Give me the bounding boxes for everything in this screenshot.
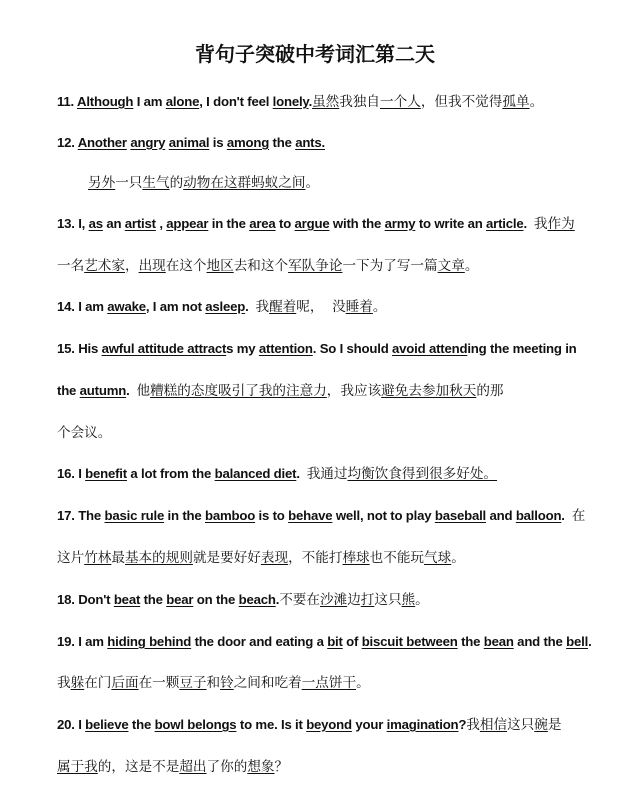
vocabulary-underlined-text: benefit (85, 466, 127, 481)
sentence-text: 。 (356, 675, 370, 691)
vocabulary-underlined-text: Another (77, 135, 127, 150)
sentence-16-line-1 (57, 464, 497, 484)
sentence-text: I am (133, 94, 166, 109)
vocabulary-underlined-text: angry (130, 135, 166, 150)
vocabulary-underlined-text: 出现 (138, 258, 166, 274)
sentence-number: 12. (57, 135, 75, 150)
vocabulary-underlined-text: bean (483, 634, 514, 649)
vocabulary-underlined-text: appear (166, 216, 209, 231)
sentence-text: 在门 (84, 675, 112, 691)
vocabulary-underlined-text: 生气 (142, 175, 170, 191)
sentence-text: ，不能打 (288, 550, 343, 566)
vocabulary-underlined-text: 一个人 (380, 94, 421, 110)
sentence-number: 19. (57, 634, 75, 649)
sentence-text: 我通过 (306, 466, 348, 482)
vocabulary-underlined-text: 棒球 (342, 550, 370, 566)
vocabulary-underlined-text: imagination (386, 717, 459, 732)
sentence-text: I (74, 466, 86, 481)
vocabulary-underlined-text: 军队争论 (288, 258, 343, 274)
sentence-text: and the (513, 634, 567, 649)
vocabulary-underlined-text: 打 (360, 592, 375, 608)
sentence-text: s my (226, 341, 259, 356)
vocabulary-underlined-text: 相信 (479, 717, 508, 733)
sentence-text: and (486, 508, 516, 523)
vocabulary-underlined-text: 熊 (401, 592, 416, 608)
vocabulary-underlined-text: animal (168, 135, 210, 150)
vocabulary-underlined-text: 睡着 (345, 299, 373, 315)
vocabulary-underlined-text: awake (107, 299, 146, 314)
sentence-text: 了你的 (206, 759, 248, 775)
sentence-20-line-2 (57, 757, 288, 777)
vocabulary-underlined-text: 属于我 (57, 759, 98, 775)
sentence-text: 边 (347, 592, 361, 608)
sentence-12-line-2 (88, 173, 319, 193)
sentence-13-line-1 (57, 214, 575, 234)
sentence-text: I am (74, 634, 108, 649)
sentence-text: 在 (571, 508, 586, 524)
sentence-number: 20. (57, 717, 75, 732)
vocabulary-underlined-text: army (384, 216, 416, 231)
sentence-text: the (457, 634, 484, 649)
sentence-15-line-2 (57, 381, 504, 401)
sentence-text: the (269, 135, 296, 150)
vocabulary-underlined-text: 艺术家 (84, 258, 125, 274)
sentence-text: ，但我不觉得 (420, 94, 503, 110)
sentence-text: 我 (533, 216, 548, 232)
vocabulary-underlined-text: basic rule (104, 508, 165, 523)
sentence-text: I (74, 717, 86, 732)
vocabulary-underlined-text: beat (113, 592, 141, 607)
sentence-text: to write an (415, 216, 487, 231)
sentence-text: of (342, 634, 362, 649)
sentence-text: the door and eating a (191, 634, 328, 649)
sentence-text: is (209, 135, 227, 150)
sentence-17-line-1 (57, 506, 585, 526)
sentence-text: 他 (136, 383, 151, 399)
sentence-text: . (588, 634, 592, 649)
sentence-text: . (126, 383, 137, 398)
sentence-13-line-2 (57, 256, 478, 276)
sentence-17-line-2 (57, 548, 465, 568)
sentence-text: His (74, 341, 102, 356)
vocabulary-underlined-text: 碗 (534, 717, 548, 733)
sentence-text: 一名 (57, 258, 85, 274)
sentence-text: . (245, 299, 256, 314)
sentence-text: 这只 (374, 592, 402, 608)
sentence-text: to (275, 216, 295, 231)
sentence-text: 。 (305, 175, 320, 191)
sentence-text: , I am not (145, 299, 206, 314)
sentence-text: 一只 (115, 175, 143, 191)
sentence-text: 我 (57, 675, 71, 691)
sentence-text: to me. Is it (236, 717, 307, 732)
vocabulary-underlined-text: 文章 (437, 258, 465, 274)
sentence-text: 这只 (507, 717, 535, 733)
vocabulary-underlined-text: bear (166, 592, 194, 607)
sentence-text: 和 (206, 675, 221, 691)
vocabulary-underlined-text: bell (566, 634, 589, 649)
sentence-text: the (140, 592, 167, 607)
vocabulary-underlined-text: 沙滩 (320, 592, 348, 608)
sentence-text: well, not to play (332, 508, 435, 523)
vocabulary-underlined-text: biscuit between (361, 634, 458, 649)
vocabulary-underlined-text: 想象 (247, 759, 275, 775)
sentence-text: 我 (255, 299, 270, 315)
sentence-text: 这片 (57, 550, 85, 566)
sentence-text: 我 (466, 717, 480, 733)
sentence-text: ? (458, 717, 467, 732)
sentence-text: , I don't feel (199, 94, 273, 109)
vocabulary-underlined-text: 表现 (260, 550, 289, 566)
sentence-text: The (74, 508, 105, 523)
vocabulary-underlined-text: among (226, 135, 270, 150)
sentence-text: 我独自 (339, 94, 381, 110)
sentence-text: 不要在 (279, 592, 320, 608)
vocabulary-underlined-text: article (486, 216, 524, 231)
vocabulary-underlined-text: 作为 (547, 216, 575, 232)
page-title: 背句子突破中考词汇第二天 (195, 42, 435, 66)
vocabulary-underlined-text: behave (288, 508, 333, 523)
sentence-11-line-1 (57, 92, 543, 112)
sentence-text: 。 (464, 258, 479, 274)
sentence-text: . (561, 508, 572, 523)
sentence-text: an (102, 216, 125, 231)
sentence-text: ing the meeting in (467, 341, 577, 356)
sentence-text: in the (164, 508, 205, 523)
vocabulary-underlined-text: argue (294, 216, 330, 231)
vocabulary-underlined-text: 虽然 (312, 94, 340, 110)
vocabulary-underlined-text: 超出 (179, 759, 207, 775)
vocabulary-underlined-text: 后面 (111, 675, 139, 691)
sentence-text: ？ (274, 759, 289, 775)
vocabulary-underlined-text: 孤单 (502, 94, 530, 110)
sentence-number: 16. (57, 466, 75, 481)
sentence-text: 去和这个 (233, 258, 289, 274)
vocabulary-underlined-text: 地区 (206, 258, 234, 274)
vocabulary-underlined-text: Although (77, 94, 134, 109)
sentence-text: . (296, 466, 307, 481)
sentence-text: I, (74, 216, 89, 231)
vocabulary-underlined-text: bamboo (205, 508, 256, 523)
sentence-text: 。 (372, 299, 387, 315)
sentence-20-line-1 (57, 715, 561, 735)
sentence-text: in the (208, 216, 250, 231)
sentence-text: your (351, 717, 387, 732)
sentence-text: 最 (111, 550, 125, 566)
sentence-text: with the (329, 216, 385, 231)
sentence-number: 15. (57, 341, 75, 356)
sentence-text: 呢， 没 (296, 299, 346, 315)
sentence-19-line-2 (57, 673, 370, 693)
vocabulary-underlined-text: 铃 (220, 675, 234, 691)
sentence-18-line-1 (57, 590, 429, 610)
sentence-text: 的那 (476, 383, 504, 399)
sentence-text: 个会议。 (57, 425, 112, 441)
sentence-19-line-1 (57, 632, 592, 652)
sentence-text: a lot from the (126, 466, 215, 481)
vocabulary-underlined-text: 动物在这群蚂蚁之间 (183, 175, 306, 191)
vocabulary-underlined-text: as (88, 216, 103, 231)
sentence-text: 在一颗 (138, 675, 180, 691)
vocabulary-underlined-text: asleep (205, 299, 246, 314)
vocabulary-underlined-text: ants. (295, 135, 325, 150)
vocabulary-underlined-text: artist (124, 216, 156, 231)
sentence-text: 的 (169, 175, 184, 191)
vocabulary-underlined-text: alone (165, 94, 200, 109)
sentence-text: 。 (415, 592, 429, 608)
sentence-number: 13. (57, 216, 75, 231)
vocabulary-underlined-text: 避免去参加秋天 (381, 383, 477, 399)
sentence-15-line-3 (57, 423, 111, 443)
vocabulary-underlined-text: 糟糕的态度吸引了我的注意力 (150, 383, 327, 399)
vocabulary-underlined-text: balloon (515, 508, 562, 523)
vocabulary-underlined-text: lonely (272, 94, 309, 109)
vocabulary-underlined-text: autumn (79, 383, 127, 398)
sentence-text: 的，这是不是 (97, 759, 180, 775)
sentence-text: ， (124, 258, 139, 274)
sentence-number: 14. (57, 299, 75, 314)
sentence-text: on the (193, 592, 239, 607)
sentence-text: 就是要好好 (192, 550, 261, 566)
vocabulary-underlined-text: 醒着 (269, 299, 297, 315)
sentence-text: 一下为了写一篇 (342, 258, 438, 274)
sentence-text: 是 (547, 717, 562, 733)
sentence-text: 在这个 (165, 258, 207, 274)
vocabulary-underlined-text: beyond (306, 717, 352, 732)
vocabulary-underlined-text: baseball (434, 508, 487, 523)
vocabulary-underlined-text: area (249, 216, 276, 231)
vocabulary-underlined-text: 气球 (424, 550, 452, 566)
sentence-text: . (308, 94, 313, 109)
vocabulary-underlined-text: balanced diet (214, 466, 297, 481)
sentence-text: 也不能玩 (369, 550, 425, 566)
sentence-12-line-1 (57, 133, 325, 153)
sentence-text: . So I should (312, 341, 393, 356)
sentence-text: . (275, 592, 280, 607)
sentence-number: 11. (57, 94, 75, 109)
vocabulary-underlined-text: attention (258, 341, 313, 356)
sentence-text: I am (74, 299, 108, 314)
vocabulary-underlined-text: beach (238, 592, 276, 607)
sentence-text: 。 (529, 94, 544, 110)
vocabulary-underlined-text: 基本的规则 (124, 550, 193, 566)
vocabulary-underlined-text: bit (327, 634, 343, 649)
sentence-text: is to (255, 508, 289, 523)
sentence-number: 18. (57, 592, 75, 607)
vocabulary-underlined-text: 豆子 (179, 675, 207, 691)
vocabulary-underlined-text: believe (85, 717, 129, 732)
vocabulary-underlined-text: bowl belongs (154, 717, 237, 732)
sentence-text: the (57, 383, 80, 398)
vocabulary-underlined-text: 另外 (88, 175, 116, 191)
vocabulary-underlined-text: 竹林 (84, 550, 112, 566)
vocabulary-underlined-text: avoid attend (392, 341, 468, 356)
vocabulary-underlined-text: 一点饼干 (301, 675, 357, 691)
sentence-14-line-1 (57, 297, 387, 317)
sentence-text: . (523, 216, 534, 231)
vocabulary-underlined-text: 躲 (70, 675, 85, 691)
sentence-text: ，我应该 (326, 383, 382, 399)
sentence-text: 之间和吃着 (233, 675, 302, 691)
sentence-text: the (128, 717, 155, 732)
vocabulary-underlined-text: awful attitude attract (101, 341, 227, 356)
sentence-text: Don't (74, 592, 114, 607)
sentence-text: 。 (451, 550, 465, 566)
vocabulary-underlined-text: hiding behind (107, 634, 192, 649)
sentence-text: , (155, 216, 167, 231)
vocabulary-underlined-text: 均衡饮食得到很多好处。 (347, 466, 498, 482)
sentence-15-line-1 (57, 339, 577, 359)
sentence-number: 17. (57, 508, 75, 523)
